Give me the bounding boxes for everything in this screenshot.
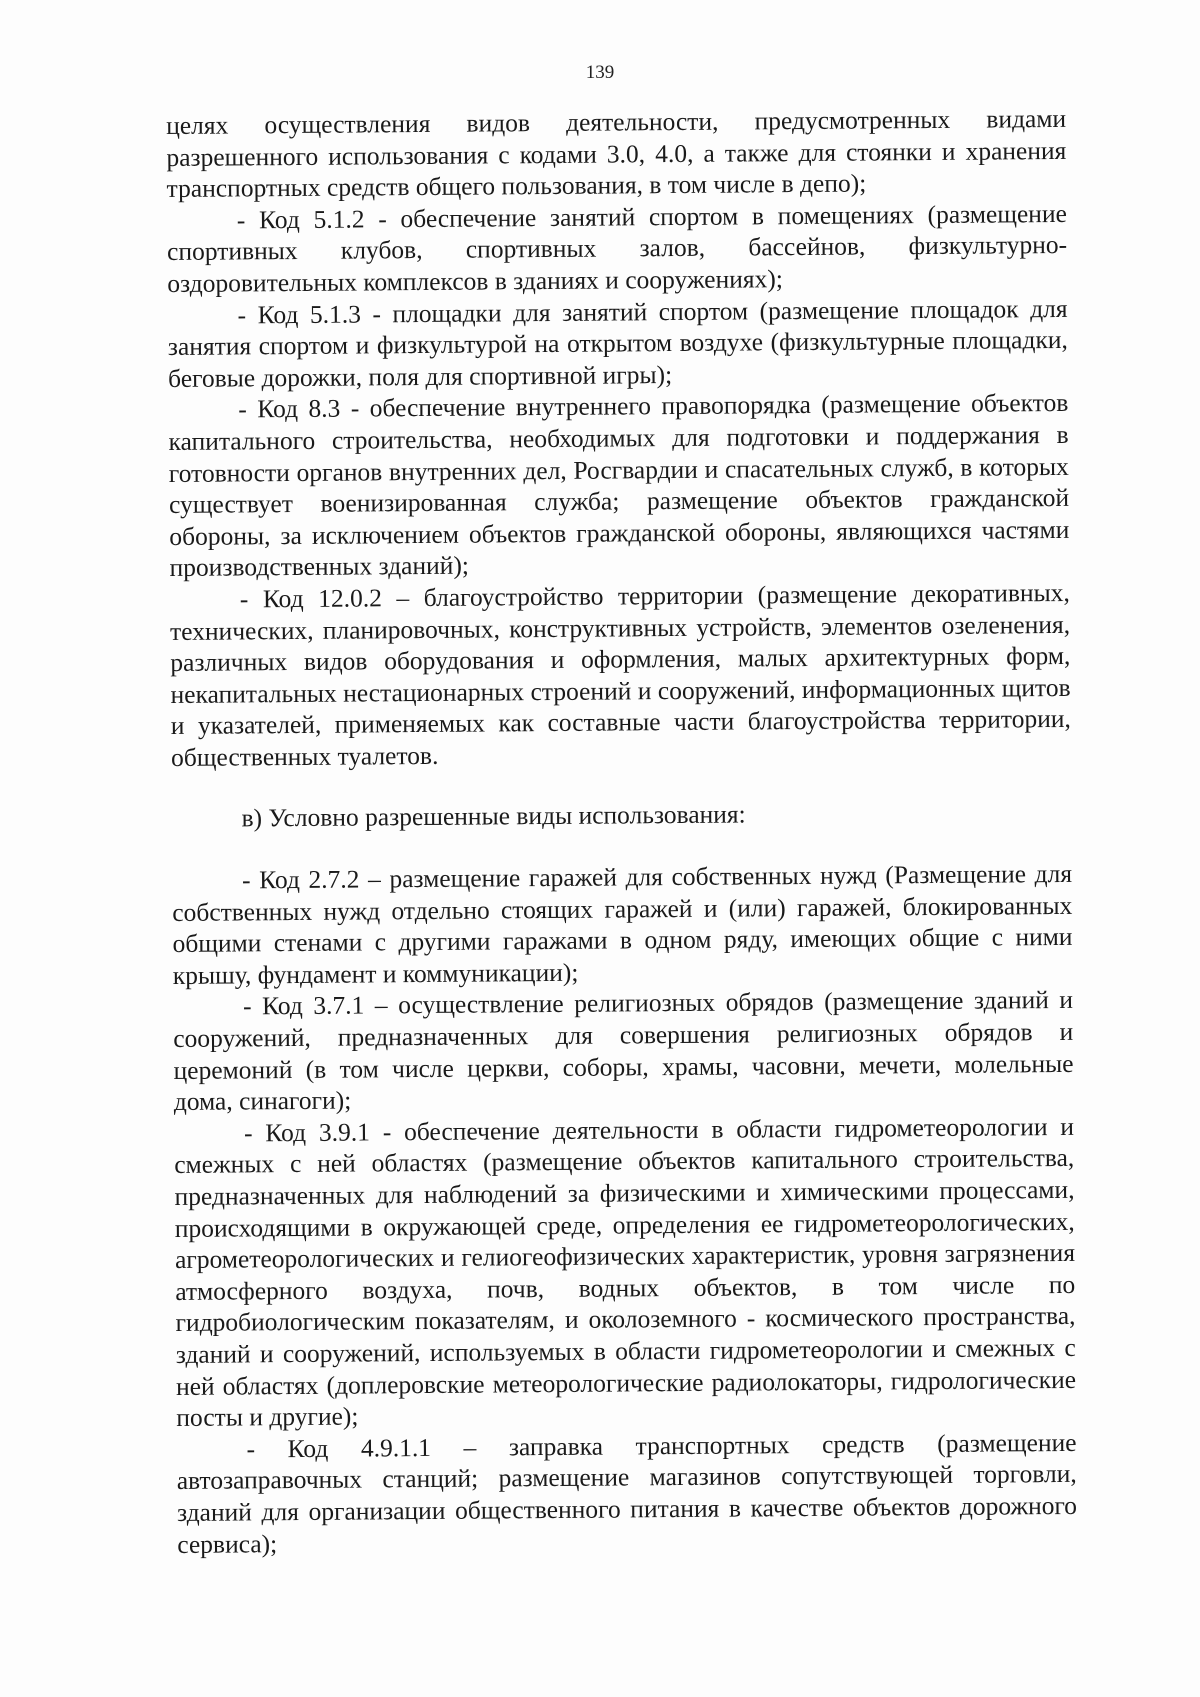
code-item-2-7-2: - Код 2.7.2 – размещение гаражей для собственных нужд (Размещение для собственных нужд отдельно стоящих гаражей и (или) гаражей, блокированных общими стенами с другими гаражами в одном ряду, имеющих общие с ними крышу, фундамент и коммуникации);	[172, 858, 1073, 990]
code-item-8-3: - Код 8.3 - обеспечение внутреннего правопорядка (размещение объектов капитального строительства, необходимых для подготовки и поддержания в готовности органов внутренних дел, Росгвардии и спасательных служб, в которых существует военизированная служба; размещение объектов гражданской обороны, за исключением объектов гражданской обороны, являющихся частями производственных зданий);	[168, 388, 1070, 583]
code-item-3-7-1: - Код 3.7.1 – осуществление религиозных обрядов (размещение зданий и сооружений, предназначенных для совершения религиозных обрядов и церемоний (в том числе церкви, соборы, храмы, часовни, мечети, молельные дома, синагоги);	[173, 985, 1074, 1117]
section-heading-conditional-uses: в) Условно разрешенные виды использования:	[241, 799, 746, 833]
continuation-paragraph: целях осуществления видов деятельности, предусмотренных видами разрешенного использования с кодами 3.0, 4.0, а также для стоянки и хранения транспортных средств общего пользования, в том числе в депо);	[166, 103, 1067, 204]
code-item-4-9-1-1: - Код 4.9.1.1 – заправка транспортных средств (размещение автозаправочных станций; размещение магазинов сопутствующей торговли, зданий для организации общественного питания в качестве объектов дорожного сервиса);	[176, 1427, 1078, 1559]
page-number: 139	[585, 62, 615, 83]
code-item-3-9-1: - Код 3.9.1 - обеспечение деятельности в области гидрометеорологии и смежных с ней областях (размещение объектов капитального строительства, предназначенных для наблюдений за физическими и химическими процессами, происходящими в окружающей среде, определения ее гидрометеорологических, агрометеорологических и гелиогеофизических характеристик, уровня загрязнения атмосферного воздуха, почв, водных объектов, в том числе по гидробиологическим показателям, и околоземного - космического пространства, зданий и сооружений, используемых в области гидрометеорологии и смежных с ней областях (доплеровские метеорологические радиолокаторы, гидрологические посты и другие);	[174, 1111, 1077, 1433]
code-item-12-0-2: - Код 12.0.2 – благоустройство территории (размещение декоративных, технических, планировочных, конструктивных устройств, элементов озеленения, различных видов оборудования и оформления, малых архитектурных форм, некапитальных нестационарных строений и сооружений, информационных щитов и указателей, применяемых как составные части благоустройства территории, общественных туалетов.	[169, 577, 1071, 772]
document-body	[166, 103, 1077, 1560]
code-item-5-1-3: - Код 5.1.3 - площадки для занятий спортом (размещение площадок для занятия спортом и физкультурой на открытом воздухе (физкультурные площадки, беговые дорожки, поля для спортивной игры);	[167, 293, 1068, 393]
code-item-5-1-2: - Код 5.1.2 - обеспечение занятий спортом в помещениях (размещение спортивных клубов, спортивных залов, бассейнов, физкультурно-оздоровительных комплексов в зданиях и сооружениях);	[167, 198, 1068, 298]
